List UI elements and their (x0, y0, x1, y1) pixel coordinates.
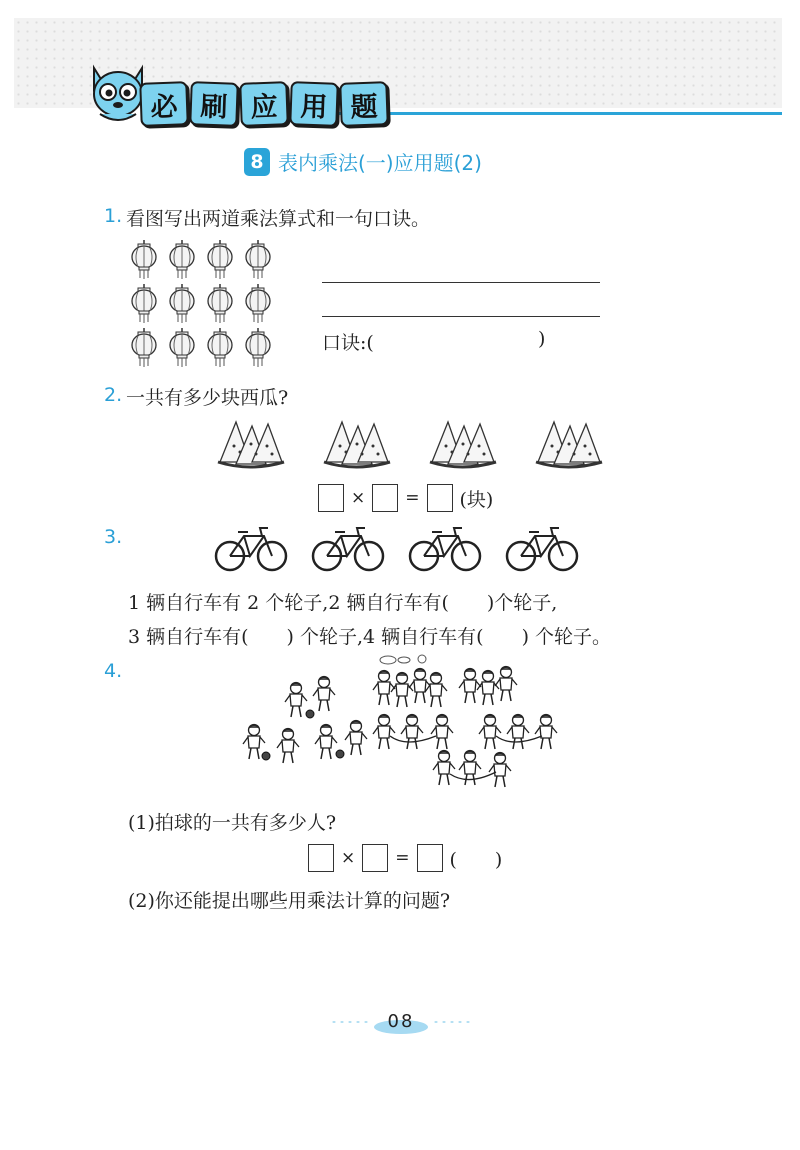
lesson-heading (244, 147, 482, 176)
rhyme-close: ) (538, 328, 546, 350)
title-char: 应 (239, 81, 289, 127)
question-4-number: 4. (104, 660, 123, 682)
playground-illustration (240, 652, 570, 792)
title-char: 题 (339, 81, 389, 127)
lesson-title: 表内乘法(一)应用题(2) (278, 151, 482, 175)
bicycles-illustration (212, 520, 592, 572)
watermelon-illustration (214, 414, 604, 470)
answer-box[interactable] (308, 844, 334, 872)
question-3-number: 3. (104, 526, 123, 548)
q2-equation (318, 484, 493, 512)
header-rule (326, 112, 782, 115)
section-title (140, 82, 388, 126)
answer-box[interactable] (372, 484, 398, 512)
question-4-sub-2: (2)你还能提出哪些用乘法计算的问题? (128, 890, 451, 912)
times-sign: × (351, 488, 366, 508)
question-3-line-2: 3 辆自行车有( ) 个轮子,4 辆自行车有( ) 个轮子。 (128, 626, 612, 648)
answer-line-2[interactable] (322, 316, 600, 317)
times-sign: × (341, 848, 356, 868)
equals-sign: = (405, 488, 420, 508)
unit-label: ( ) (449, 848, 503, 871)
q4-equation (308, 844, 502, 872)
title-char: 刷 (189, 81, 239, 127)
lesson-number-badge: 8 (244, 148, 270, 176)
page-number: 08 (387, 1010, 415, 1032)
title-char: 用 (289, 81, 339, 127)
question-4-sub-1: (1)拍球的一共有多少人? (128, 812, 337, 834)
unit-label: (块) (459, 488, 494, 511)
answer-line-1[interactable] (322, 282, 600, 283)
question-2-text: 一共有多少块西瓜? (126, 387, 289, 409)
equals-sign: = (395, 848, 410, 868)
question-1-text: 看图写出两道乘法算式和一句口诀。 (126, 208, 431, 230)
answer-box[interactable] (362, 844, 388, 872)
question-2-number: 2. (104, 384, 123, 406)
footer-dots-left (330, 1020, 370, 1024)
page-footer (326, 1006, 476, 1036)
question-3-line-1: 1 辆自行车有 2 个轮子,2 辆自行车有( )个轮子, (128, 592, 558, 614)
question-1-number: 1. (104, 205, 123, 227)
lanterns-illustration (128, 238, 284, 372)
answer-box[interactable] (427, 484, 453, 512)
answer-box[interactable] (417, 844, 443, 872)
title-char: 必 (139, 81, 189, 127)
answer-box[interactable] (318, 484, 344, 512)
rhyme-label: 口诀:( (322, 332, 374, 354)
footer-dots-right (432, 1020, 472, 1024)
